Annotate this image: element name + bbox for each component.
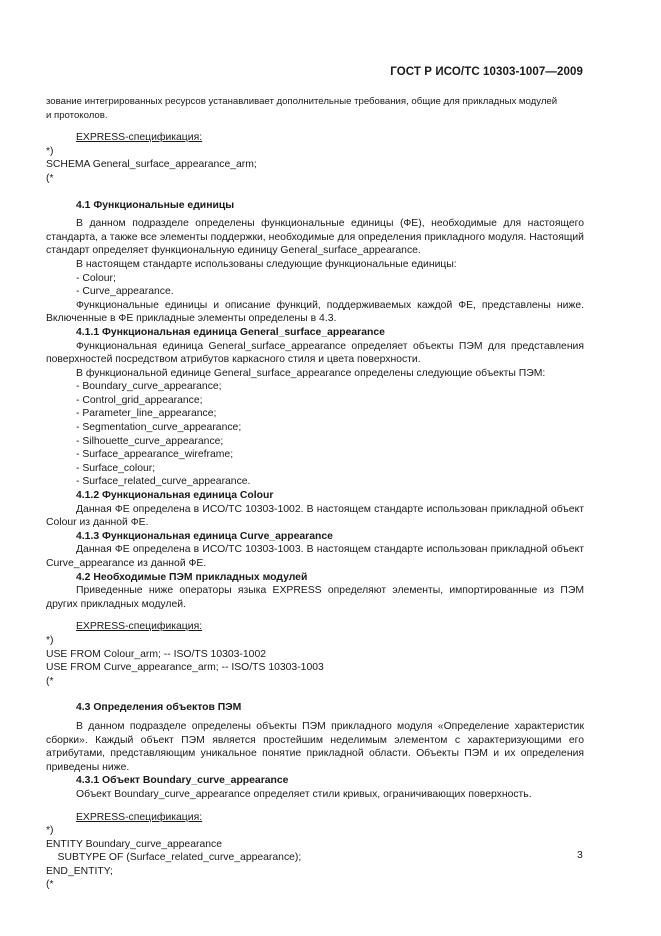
code-line: *)	[46, 634, 54, 646]
code-line: SCHEMA General_surface_appearance_arm;	[46, 159, 257, 171]
express-label: EXPRESS-спецификация:	[76, 811, 203, 823]
express-label: EXPRESS-спецификация:	[76, 132, 203, 144]
list-item: - Boundary_curve_appearance;	[76, 381, 222, 393]
list-item: - Silhouette_curve_appearance;	[76, 435, 224, 447]
section-heading-4-1-3: 4.1.3 Функциональная единица Curve_appearance	[76, 530, 333, 542]
standard-header: ГОСТ Р ИСО/ТС 10303-1007—2009	[390, 66, 583, 78]
code-line: *)	[46, 825, 54, 837]
section-heading-4-1-1: 4.1.1 Функциональная единица General_surface_appearance	[76, 326, 385, 338]
page-number: 3	[577, 850, 583, 861]
section-heading-4-1-2: 4.1.2 Функциональная единица Colour	[76, 490, 274, 502]
intro-line-1: зование интегрированных ресурсов устанавливает дополнительные требования, общие для прикладных модулей	[46, 96, 558, 107]
paragraph: В данном подразделе определены функциональные единицы (ФЕ), необходимые для настоящего стандарта, а также все элементы поддержки, необходимые для определения прикладного модуля. Настоящий стандарт определяет функциональную единицу General_surface_appearance.	[46, 218, 584, 257]
list-item: - Segmentation_curve_appearance;	[76, 422, 242, 434]
list-item: - Colour;	[76, 272, 116, 284]
list-item: - Surface_colour;	[76, 462, 156, 474]
paragraph: Данная ФЕ определена в ИСО/ТС 10303-1002. В настоящем стандарте использован прикладной объект Colour из данной ФЕ.	[46, 503, 584, 529]
code-line: ENTITY Boundary_curve_appearance	[46, 838, 222, 850]
code-line: (*	[46, 675, 54, 687]
paragraph: Данная ФЕ определена в ИСО/ТС 10303-1003. В настоящем стандарте использован прикладной объект Curve_appearance из данной ФЕ.	[46, 544, 584, 569]
section-heading-4-3-1: 4.3.1 Объект Boundary_curve_appearance	[76, 775, 289, 787]
express-label: EXPRESS-спецификация:	[76, 621, 203, 633]
code-line: (*	[46, 172, 54, 184]
code-line: END_ENTITY;	[46, 865, 113, 877]
section-heading-4-2: 4.2 Необходимые ПЭМ прикладных модулей	[76, 571, 308, 583]
section-heading-4-1: 4.1 Функциональные единицы	[76, 199, 235, 211]
paragraph: Приведенные ниже операторы языка EXPRESS определяют элементы, импортированные из ПЭМ других прикладных модулей.	[46, 585, 584, 610]
section-heading-4-3: 4.3 Определения объектов ПЭМ	[76, 702, 242, 714]
code-line: (*	[46, 879, 54, 891]
list-item: - Surface_appearance_wireframe;	[76, 449, 234, 461]
list-item: - Surface_related_curve_appearance.	[76, 476, 251, 488]
code-line: SUBTYPE OF (Surface_related_curve_appearance);	[46, 852, 302, 864]
page-content	[46, 95, 584, 892]
paragraph: Функциональные единицы и описание функций, поддерживаемых каждой ФЕ, представлены ниже. Включенные в ФЕ прикладные элементы определены в 4.3.	[46, 299, 584, 325]
paragraph: Функциональная единица General_surface_appearance определяет объекты ПЭМ для представления поверхностей посредством атрибутов каркасного стиля и цвета поверхности.	[46, 340, 584, 366]
intro-line-2: и протоколов.	[46, 109, 108, 121]
code-line: *)	[46, 145, 54, 157]
paragraph: В данном подразделе определены объекты ПЭМ прикладного модуля «Определение характеристик сборки». Каждый объект ПЭМ является простейшим неделимым элементом с характеризующими его атрибутами, представляющим уникальное понятие прикладной области. Объекты ПЭМ и их определения приведены ниже.	[46, 720, 584, 773]
paragraph: В функциональной единице General_surface_appearance определены следующие объекты ПЭМ:	[76, 367, 546, 379]
list-item: - Control_grid_appearance;	[76, 394, 203, 406]
list-item: - Parameter_line_appearance;	[76, 408, 217, 420]
list-item: - Curve_appearance.	[76, 286, 174, 298]
code-line: USE FROM Curve_appearance_arm; -- ISO/TS 10303-1003	[46, 662, 324, 674]
paragraph: Объект Boundary_curve_appearance определяет стили кривых, ограничивающих поверхность.	[76, 788, 532, 800]
paragraph: В настоящем стандарте использованы следующие функциональные единицы:	[76, 258, 457, 270]
code-line: USE FROM Colour_arm; -- ISO/TS 10303-1002	[46, 648, 267, 660]
